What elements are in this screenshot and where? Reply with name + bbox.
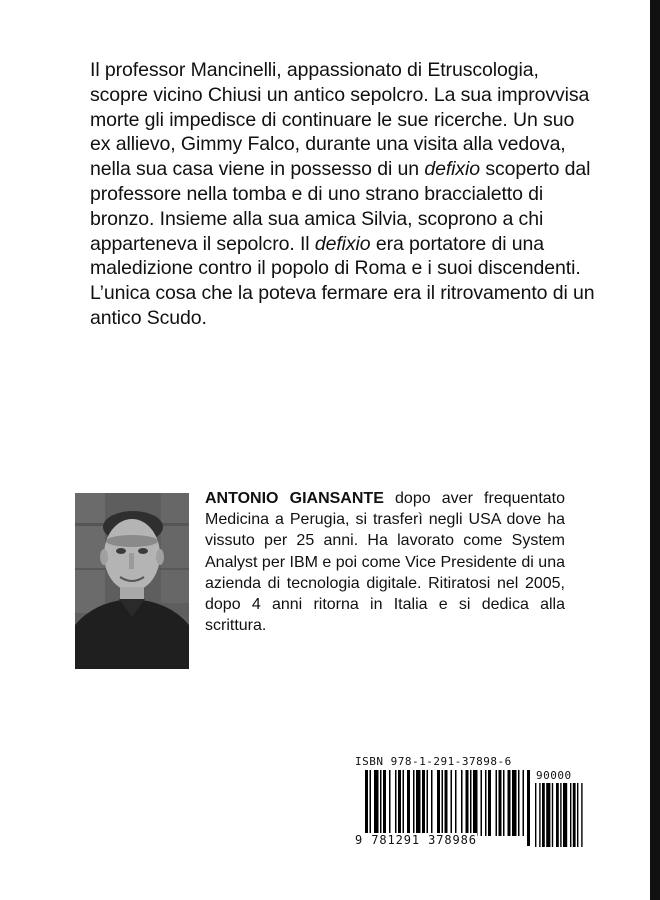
barcode-bar (499, 770, 502, 836)
barcode-bar (512, 770, 517, 836)
barcode-bar (427, 770, 429, 836)
barcode-bar (466, 770, 469, 836)
barcode-bar (422, 770, 425, 836)
barcode-addon-bar (581, 783, 582, 847)
barcode-bar (455, 770, 457, 836)
barcode-bar (398, 770, 401, 836)
barcode-bar (442, 770, 444, 836)
author-photo (75, 493, 189, 669)
barcode-bar (485, 770, 487, 836)
barcode-bar (481, 770, 483, 836)
author-bio (205, 488, 565, 636)
synopsis-text-3: era portatore di una maledizione contro il popolo di Roma e i suoi discendenti. L’unica cosa che la poteva fermare era il ritrovamento di un antico Scudo. (90, 232, 595, 329)
barcode-bar (496, 770, 498, 836)
barcode-bar (527, 770, 530, 846)
barcode-bar (508, 770, 511, 836)
barcode-bar (389, 770, 391, 836)
barcode-bar (473, 770, 478, 836)
barcode-bar (416, 770, 421, 836)
barcode-addon-bar (560, 783, 561, 847)
barcode-bar (503, 770, 505, 836)
author-name: ANTONIO GIANSANTE (205, 490, 384, 507)
barcode-addon-bar (556, 783, 559, 847)
isbn-barcode (355, 755, 595, 865)
author-bio-text: dopo aver frequentato Medicina a Perugia, si trasferì negli USA dove ha vissuto per 25 anni. Ha lavorato come System Analyst per IBM e poi come Vice Presidente di una azienda di tecnologia digitale. Ritiratosi nel 2005, dopo 4 anni ritorna in Italia e si dedica alla scrittura. (205, 490, 566, 635)
barcode-bar (413, 770, 415, 836)
barcode-addon-bar (563, 783, 567, 847)
barcode-bar (380, 770, 382, 836)
barcode-bar (470, 770, 472, 836)
barcode-addon-bar (546, 783, 550, 847)
barcode-bar (374, 770, 379, 836)
page-edge (650, 0, 660, 900)
addon-bars (535, 783, 587, 847)
barcode-addon-bar (542, 783, 545, 847)
synopsis-text-1: Il professor Mancinelli, appassionato di Etruscologia, scopre vicino Chiusi un antico sepolcro. La sua improvvisa morte gli impedisce di continuare le sue ricerche. Un suo ex allievo, Gimmy Falco, durante una visita alla vedova, nella sua casa viene in possesso di un (90, 59, 590, 181)
barcode-bar (437, 770, 440, 836)
isbn-label: ISBN 978-1-291-37898-6 (355, 755, 512, 768)
synopsis-text-2: scoperto dal professore nella tomba e di uno strano braccialetto di bronzo. Insieme alla sua amica Silvia, scoprono a chi apparteneva il sepolcro. Il (90, 158, 591, 255)
book-synopsis (90, 58, 595, 331)
barcode-addon-bar (539, 783, 540, 847)
barcode-bar (488, 770, 491, 836)
barcode-addon-bar (570, 783, 571, 847)
barcode-bar (395, 770, 397, 836)
price-code: 90000 (536, 769, 572, 782)
synopsis-term-1: defixio (424, 158, 480, 181)
barcode-bar (403, 770, 405, 836)
barcode-bar (370, 770, 372, 836)
barcode-bar (407, 770, 410, 836)
synopsis-term-2: defixio (314, 232, 371, 255)
barcode-bar (383, 770, 386, 836)
barcode-addon-bar (577, 783, 578, 847)
barcode-bar (518, 770, 520, 836)
barcode-bar (431, 770, 433, 836)
author-portrait-image (75, 493, 189, 669)
barcode-addon-bar (552, 783, 553, 847)
barcode-addon-bar (573, 783, 576, 847)
barcode-addon-bar (535, 783, 536, 847)
barcode-bar (461, 770, 463, 836)
barcode-bar (523, 770, 525, 836)
barcode-bar (451, 770, 453, 836)
barcode-digits: 9 781291 378986 (355, 833, 477, 847)
